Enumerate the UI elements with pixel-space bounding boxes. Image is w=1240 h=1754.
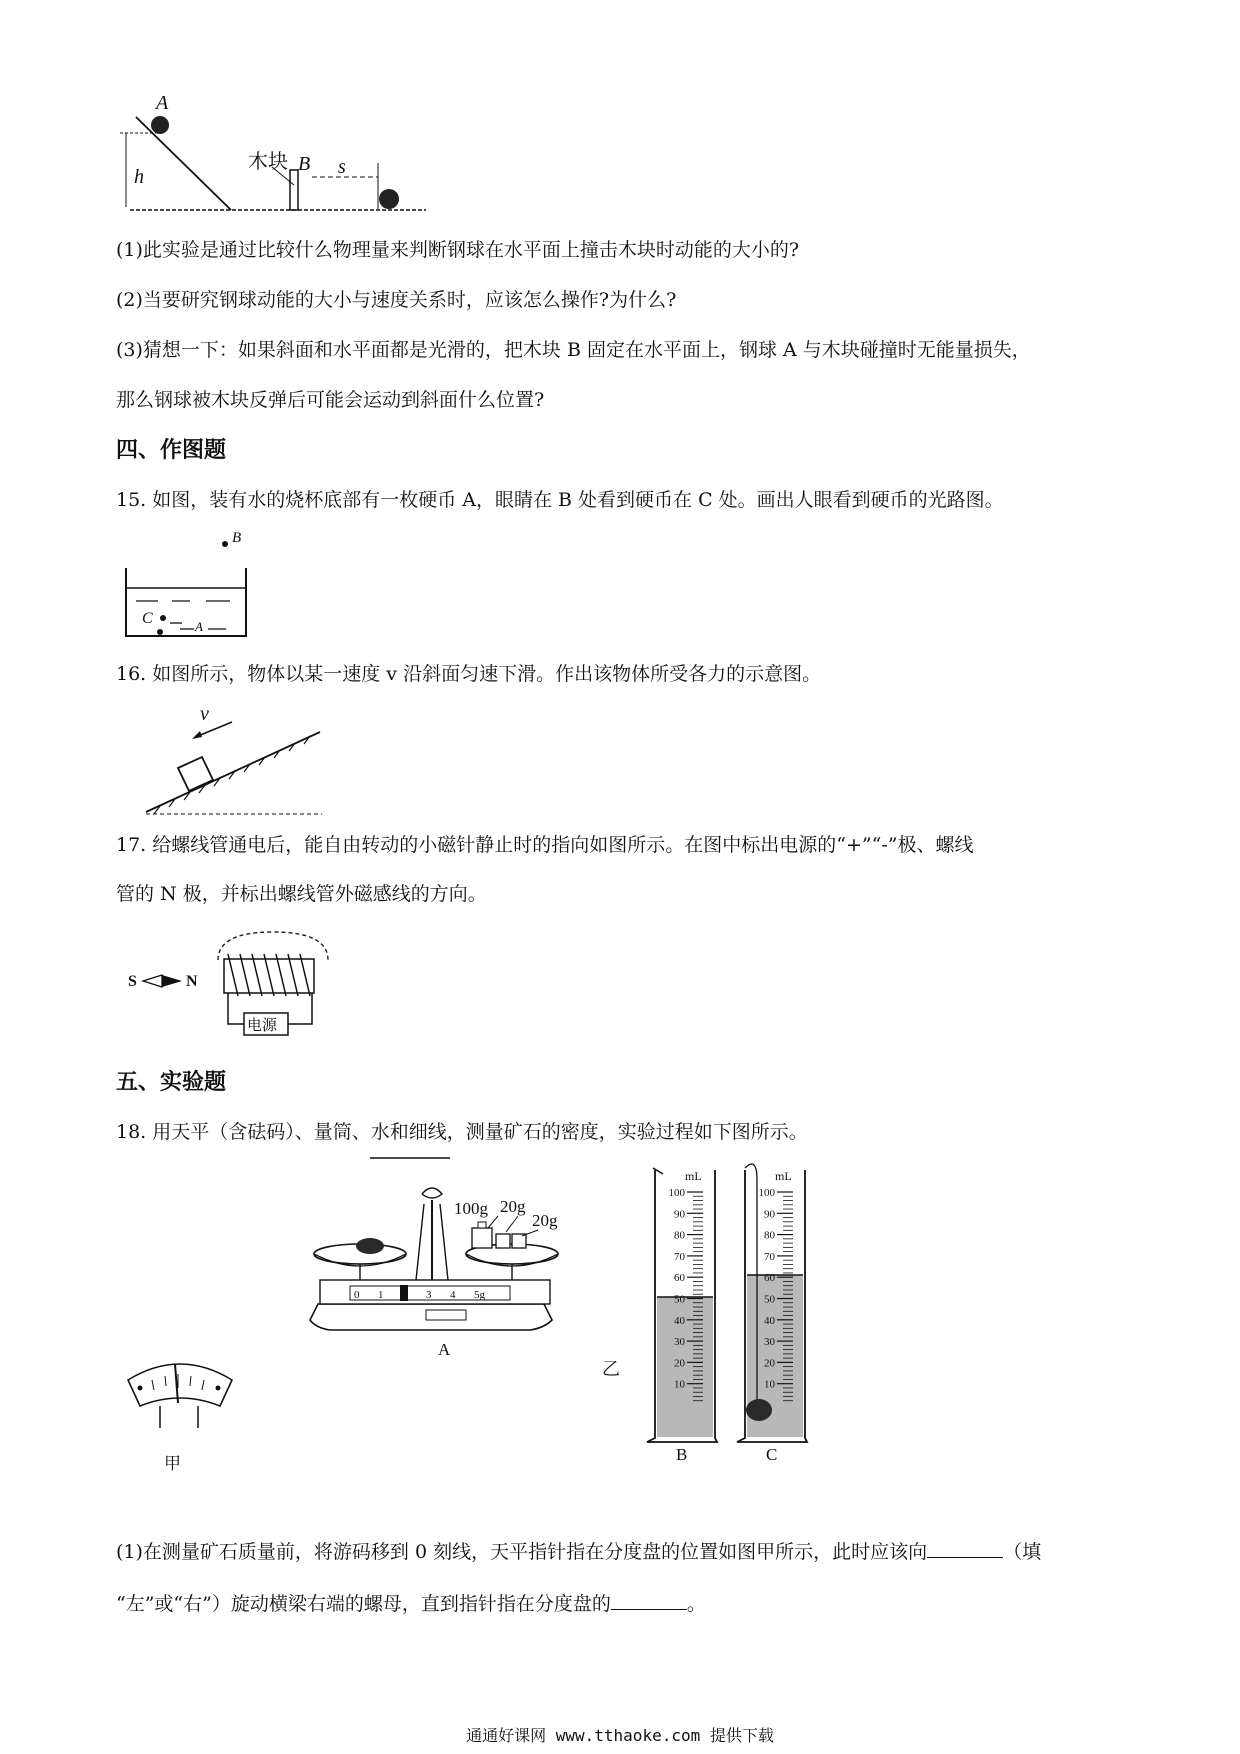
unit-mL-C: mL xyxy=(775,1169,792,1183)
label-yi: 乙 xyxy=(602,1359,620,1379)
label-s: s xyxy=(338,156,346,178)
cylinder-b-tick-label: 50 xyxy=(674,1293,685,1306)
label-A: A xyxy=(156,92,169,114)
cylinder-c-tick-label: 100 xyxy=(758,1187,775,1199)
cylinder-c-tick-label: 70 xyxy=(764,1250,775,1263)
svg-text:4: 4 xyxy=(450,1289,456,1301)
svg-text:0: 0 xyxy=(354,1289,360,1301)
ball-incline-figure xyxy=(116,92,436,215)
svg-text:1: 1 xyxy=(378,1289,384,1301)
svg-text:3: 3 xyxy=(426,1289,432,1301)
q18-sub1-line1-text: (1)在测量矿石质量前，将游码移到 0 刻线，天平指针指在分度盘的位置如图甲所示，此时应该向 xyxy=(116,1541,928,1563)
footer-text: 通通好课网 www.tthaoke.com 提供下载 xyxy=(466,1726,774,1745)
q14-sub2: (2)当要研究钢球动能的大小与速度关系时，应该怎么操作?为什么? xyxy=(116,289,677,311)
label-C: C xyxy=(142,610,153,627)
label-h: h xyxy=(134,166,144,188)
q17-line2: 管的 N 极，并标出螺线管外磁感线的方向。 xyxy=(116,883,487,905)
q18-text: 18. 用天平（含砝码）、量筒、水和细线，测量矿石的密度，实验过程如下图所示。 xyxy=(116,1121,808,1143)
label-power: 电源 xyxy=(247,1018,278,1034)
section-4-title: 四、作图题 xyxy=(116,438,227,463)
q18-sub1-line2-tail: 。 xyxy=(686,1593,706,1615)
cylinder-c-tick-label: 10 xyxy=(764,1378,775,1391)
cylinder-c-tick-label: 40 xyxy=(764,1314,775,1327)
cylinder-b-tick-label: 90 xyxy=(674,1208,685,1221)
answer-blank-1[interactable] xyxy=(927,1539,1003,1558)
label-C: C xyxy=(766,1445,778,1464)
cylinder-b-tick-label: 70 xyxy=(674,1250,685,1263)
cylinder-b-tick-label: 80 xyxy=(674,1229,685,1242)
cylinder-b-tick-label: 40 xyxy=(674,1314,685,1327)
label-jia: 甲 xyxy=(164,1454,181,1473)
cylinder-c-tick-label: 60 xyxy=(764,1272,775,1285)
dial-figure-jia xyxy=(120,1158,270,1478)
q14-sub3-line1: (3)猜想一下：如果斜面和水平面都是光滑的，把木块 B 固定在水平面上，钢球 A 与木块碰撞时无能量损失， xyxy=(116,339,1031,361)
label-B: B xyxy=(298,153,311,175)
svg-text:5g: 5g xyxy=(474,1289,485,1301)
section-5-title: 五、实验题 xyxy=(116,1070,227,1095)
unit-mL-B: mL xyxy=(685,1169,702,1183)
weight-20g-a: 20g xyxy=(500,1197,526,1216)
cylinder-b-tick-label: 20 xyxy=(674,1357,685,1370)
balance-figure-A xyxy=(300,1160,620,1460)
cylinders-figure xyxy=(635,1160,815,1464)
cylinder-b-tick-label: 100 xyxy=(668,1187,685,1199)
solenoid-figure xyxy=(128,924,338,1044)
label-A: A xyxy=(195,619,203,634)
cylinder-B xyxy=(647,1168,717,1464)
weight-20g-b: 20g xyxy=(532,1211,558,1230)
label-wood: 木块 xyxy=(248,151,288,173)
cylinder-c-tick-label: 50 xyxy=(764,1293,775,1306)
label-B: B xyxy=(676,1445,688,1464)
cylinder-c-tick-label: 20 xyxy=(764,1357,775,1370)
cylinder-b-tick-label: 60 xyxy=(674,1272,685,1285)
q18-sub1-line2-text: “左”或“右”）旋动横梁右端的螺母，直到指针指在分度盘的 xyxy=(116,1593,611,1615)
q14-sub1: (1)此实验是通过比较什么物理量来判断钢球在水平面上撞击木块时动能的大小的? xyxy=(116,239,800,261)
q17-line1: 17. 给螺线管通电后，能自由转动的小磁针静止时的指向如图所示。在图中标出电源的“+”“-”极、螺线 xyxy=(116,834,974,856)
q18-sub1-line2 xyxy=(116,1590,1136,1618)
cylinder-c-tick-label: 30 xyxy=(764,1336,775,1349)
q16-text: 16. 如图所示，物体以某一速度 v 沿斜面匀速下滑。作出该物体所受各力的示意图。 xyxy=(116,663,822,685)
beaker-figure xyxy=(122,528,262,640)
label-S: S xyxy=(128,973,137,990)
q18-sub1-line1-tail: （填 xyxy=(1003,1541,1042,1563)
q18-sub1-line1 xyxy=(116,1538,1136,1566)
q15-text: 15. 如图，装有水的烧杯底部有一枚硬币 A，眼睛在 B 处看到硬币在 C 处。画出人眼看到硬币的光路图。 xyxy=(116,489,1004,511)
label-v: v xyxy=(200,703,209,725)
label-N: N xyxy=(186,973,198,990)
answer-blank-2[interactable] xyxy=(611,1591,687,1610)
cylinder-c-tick-label: 80 xyxy=(764,1229,775,1242)
cylinder-C xyxy=(737,1164,807,1464)
weight-100g: 100g xyxy=(454,1199,488,1218)
label-B: B xyxy=(232,530,242,546)
incline-block-figure xyxy=(140,700,340,820)
cylinder-b-tick-label: 10 xyxy=(674,1378,685,1391)
cylinder-b-tick-label: 30 xyxy=(674,1336,685,1349)
label-A: A xyxy=(438,1340,451,1359)
cylinder-c-tick-label: 90 xyxy=(764,1208,775,1221)
q14-sub3-line2: 那么钢球被木块反弹后可能会运动到斜面什么位置? xyxy=(116,389,545,411)
